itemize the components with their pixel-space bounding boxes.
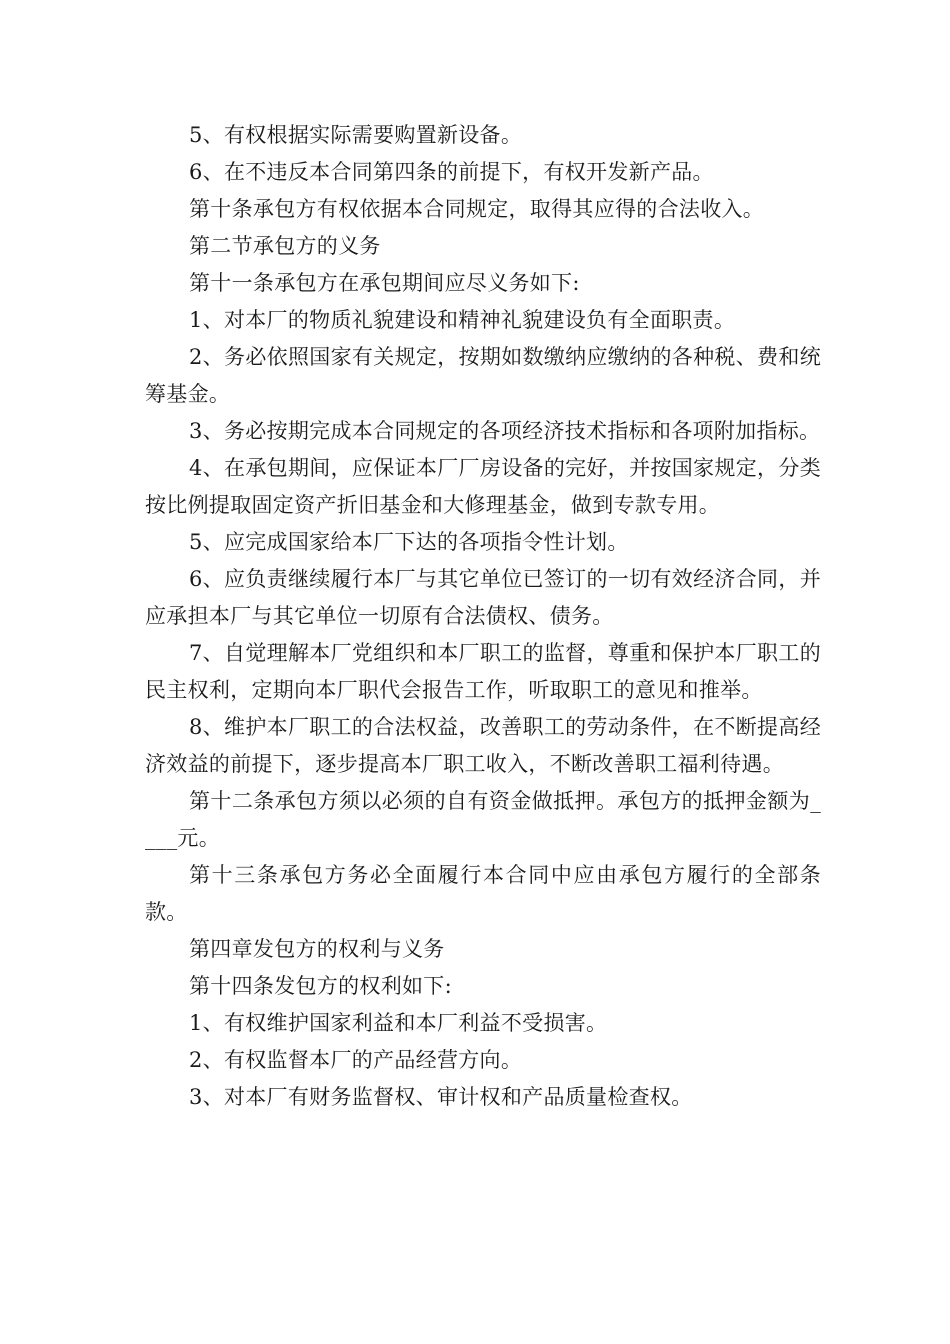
paragraph: 6、应负责继续履行本厂与其它单位已签订的一切有效经济合同，并应承担本厂与其它单位一切原有合法债权、债务。 [145,567,821,628]
paragraph: 3、对本厂有财务监督权、审计权和产品质量检查权。 [189,1085,693,1109]
paragraph: 5、有权根据实际需要购置新设备。 [189,123,523,147]
paragraph: 2、有权监督本厂的产品经营方向。 [189,1048,523,1072]
chapter-heading: 第四章发包方的权利与义务 [189,937,445,961]
paragraph: 8、维护本厂职工的合法权益，改善职工的劳动条件，在不断提高经济效益的前提下，逐步提高本厂职工收入，不断改善职工福利待遇。 [145,715,821,776]
paragraph: 1、对本厂的物质礼貌建设和精神礼貌建设负有全面职责。 [189,308,736,332]
paragraph: 第十二条承包方须以必须的自有资金做抵押。承包方的抵押金额为____元。 [145,789,821,850]
paragraph: 5、应完成国家给本厂下达的各项指令性计划。 [189,530,629,554]
paragraph: 2、务必依照国家有关规定，按期如数缴纳应缴纳的各种税、费和统筹基金。 [145,345,821,406]
paragraph: 4、在承包期间，应保证本厂厂房设备的完好，并按国家规定，分类按比例提取固定资产折旧基金和大修理基金，做到专款专用。 [145,456,821,517]
paragraph: 6、在不违反本合同第四条的前提下，有权开发新产品。 [189,160,714,184]
paragraph: 1、有权维护国家利益和本厂利益不受损害。 [189,1011,608,1035]
paragraph: 第十四条发包方的权利如下: [189,974,452,998]
paragraph: 第十一条承包方在承包期间应尽义务如下: [189,271,580,295]
paragraph: 第十条承包方有权依据本合同规定，取得其应得的合法收入。 [189,197,765,221]
section-heading: 第二节承包方的义务 [189,234,381,258]
document-body [145,117,821,1116]
paragraph: 第十三条承包方务必全面履行本合同中应由承包方履行的全部条款。 [145,863,821,924]
paragraph: 7、自觉理解本厂党组织和本厂职工的监督，尊重和保护本厂职工的民主权利，定期向本厂职代会报告工作，听取职工的意见和推举。 [145,641,821,702]
paragraph: 3、务必按期完成本合同规定的各项经济技术指标和各项附加指标。 [189,419,821,443]
